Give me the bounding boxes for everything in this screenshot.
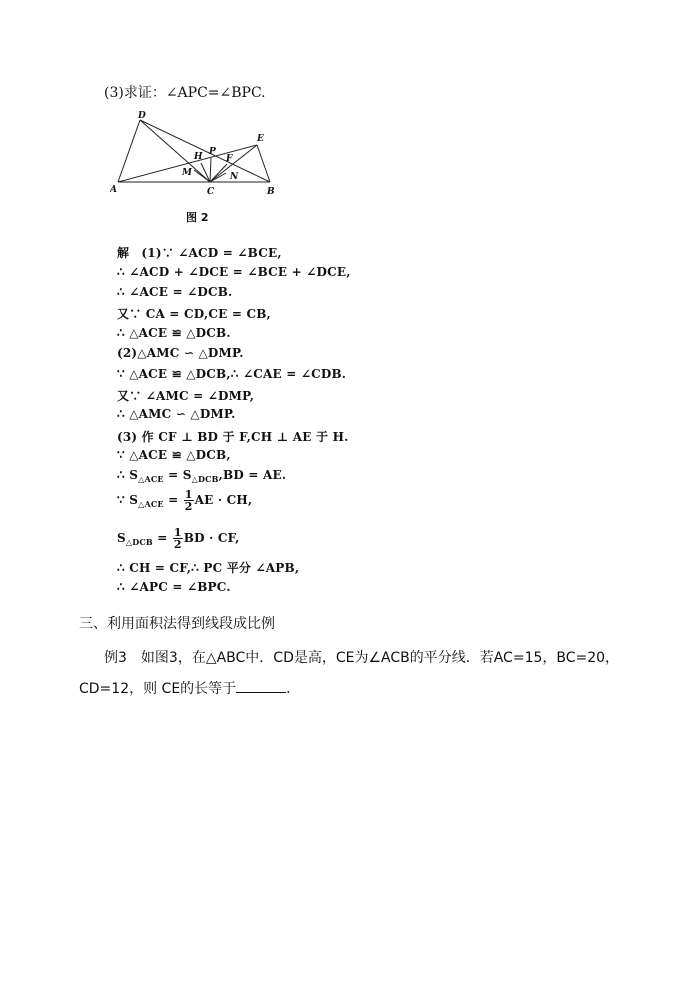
answer-blank bbox=[236, 680, 286, 693]
label-d: D bbox=[138, 111, 146, 121]
label-f: F bbox=[226, 154, 233, 164]
label-m: M bbox=[182, 168, 192, 178]
solution-line: (3) 作 CF ⊥ BD 于 F,CH ⊥ AE 于 H. bbox=[117, 430, 349, 444]
geometry-figure-2 bbox=[110, 108, 282, 204]
example-3-line-2: CD=12，则 CE的长等于 ． bbox=[79, 681, 301, 697]
solution-line: ∵ △ACE ≌ △DCB, bbox=[117, 448, 231, 462]
question-3-prompt: (3)求证：∠APC=∠BPC. bbox=[104, 85, 266, 101]
label-a: A bbox=[110, 185, 117, 195]
section-heading: 三、利用面积法得到线段成比例 bbox=[79, 616, 275, 632]
solution-line: ∴ ∠ACE = ∠DCB. bbox=[117, 285, 233, 299]
solution-line: $S_{\triangle DCB}$ = $\frac{1}{2}$ BD · CF, bbox=[117, 526, 240, 551]
solution-line: 又∵ ∠AMC = ∠DMP, bbox=[117, 389, 255, 403]
solution-line: 解 (1)∵ ∠ACD = ∠BCE, bbox=[117, 246, 282, 260]
figure-svg bbox=[110, 108, 282, 204]
figure-caption: 图 2 bbox=[186, 211, 209, 224]
fraction: $\frac{1}{2}$ bbox=[184, 488, 193, 513]
label-e: E bbox=[257, 134, 264, 144]
solution-line: (2)△AMC ∽ △DMP. bbox=[117, 346, 244, 360]
label-p: P bbox=[209, 147, 216, 157]
solution-line: ∴ △AMC ∽ △DMP. bbox=[117, 407, 236, 421]
example-3-line-1: 例3 如图3，在△ABC中．CD是高，CE为∠ACB的平分线．若AC=15，BC=20， bbox=[104, 650, 620, 666]
label-h: H bbox=[194, 152, 203, 162]
solution-line: ∴ $S_{\triangle ACE} = S_{\triangle DCB},BD$ = AE. bbox=[117, 468, 287, 484]
solution-line: ∴ ∠ACD + ∠DCE = ∠BCE + ∠DCE, bbox=[117, 265, 351, 279]
solution-line: ∵ $S_{\triangle ACE}$ = $\frac{1}{2}$ AE · CH, bbox=[117, 488, 253, 513]
solution-line: ∴ CH = CF,∴ PC 平分 ∠APB, bbox=[117, 561, 300, 575]
solution-line: ∴ △ACE ≌ △DCB. bbox=[117, 326, 231, 340]
solution-line: 又∵ CA = CD,CE = CB, bbox=[117, 307, 271, 321]
label-c: C bbox=[207, 187, 215, 197]
label-b: B bbox=[267, 187, 275, 197]
label-n: N bbox=[230, 172, 239, 182]
solution-line: ∴ ∠APC = ∠BPC. bbox=[117, 580, 231, 594]
solution-line: ∵ △ACE ≌ △DCB,∴ ∠CAE = ∠CDB. bbox=[117, 367, 347, 381]
fraction: $\frac{1}{2}$ bbox=[173, 526, 182, 551]
